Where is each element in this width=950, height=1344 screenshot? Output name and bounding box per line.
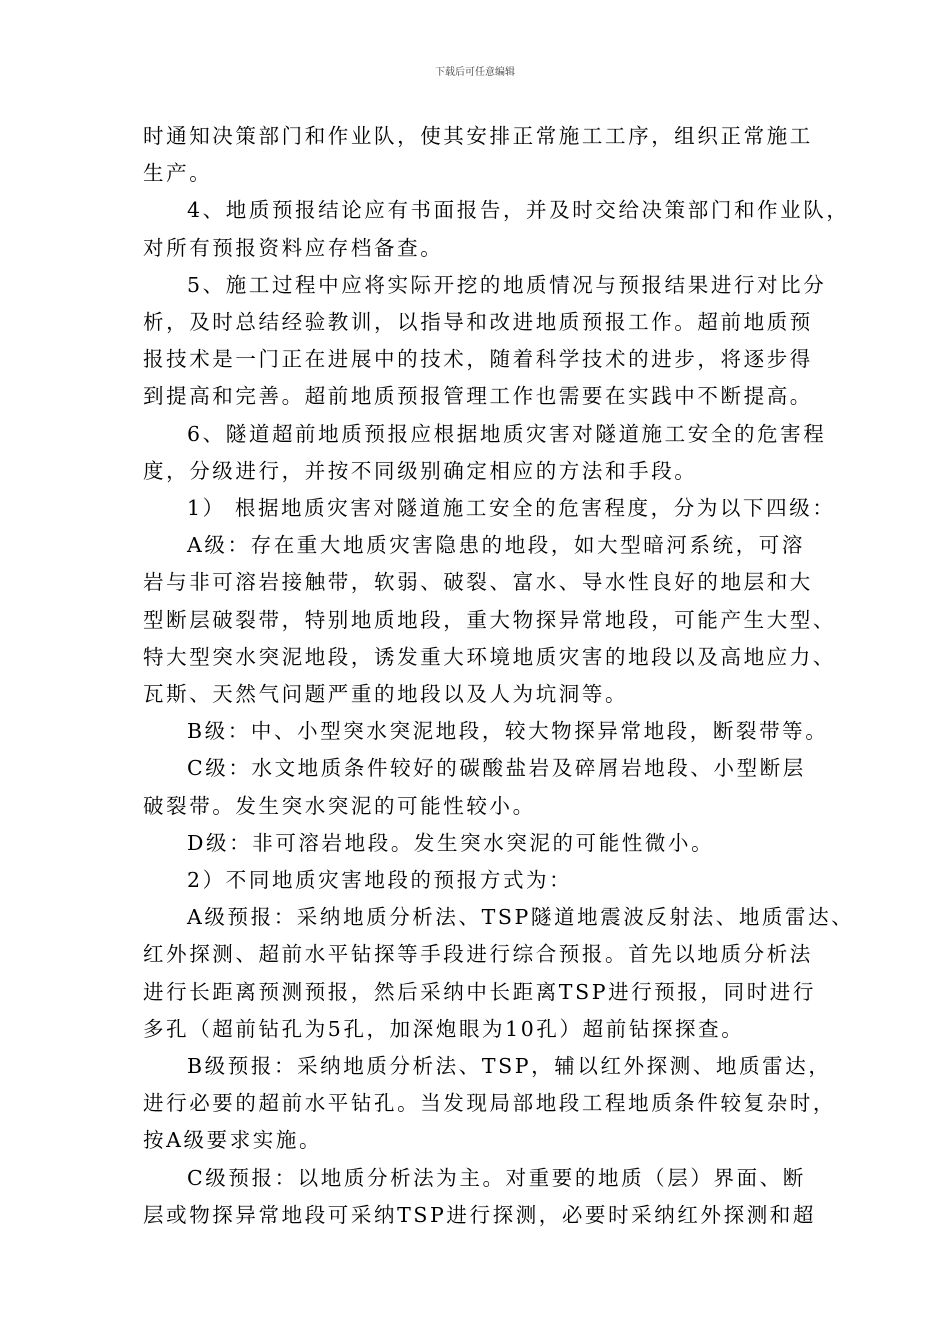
paragraph-level-b [143, 713, 829, 750]
paragraph-continued [143, 118, 813, 192]
paragraph-sub-1 [143, 490, 836, 527]
text-line: A级预报：采纳地质分析法、TSP隧道地震波反射法、地质雷达、 [187, 905, 855, 930]
text-line: 层或物探异常地段可采纳TSP进行探测，必要时采纳红外探测和超 [143, 1202, 817, 1227]
text-line: B级预报：采纳地质分析法、TSP，辅以红外探测、地质雷达， [187, 1054, 832, 1079]
text-line: A级：存在重大地质灾害隐患的地段，如大型暗河系统，可溶 [187, 533, 806, 558]
text-line: 1） 根据地质灾害对隧道施工安全的危害程度，分为以下四级： [187, 496, 836, 521]
paragraph-level-c [143, 750, 807, 824]
text-line: 对所有预报资料应存档备查。 [143, 235, 444, 260]
text-line: 按A级要求实施。 [143, 1128, 323, 1153]
text-line: 进行长距离预测预报，然后采纳中长距离TSP进行预报，同时进行 [143, 979, 817, 1004]
paragraph-forecast-c [143, 1160, 817, 1234]
text-line: 红外探测、超前水平钻探等手段进行综合预报。首先以地质分析法 [143, 942, 813, 967]
text-line: 2）不同地质灾害地段的预报方式为： [187, 868, 573, 893]
text-line: 时通知决策部门和作业队，使其安排正常施工工序，组织正常施工 [143, 124, 813, 148]
paragraph-sub-2 [143, 862, 807, 899]
text-line: 5、施工过程中应将实际开挖的地质情况与预报结果进行对比分 [187, 272, 827, 297]
paragraph-level-d [143, 825, 807, 862]
paragraph-item-5 [143, 267, 827, 416]
paragraph-forecast-b [143, 1048, 836, 1160]
text-line: 特大型突水突泥地段，诱发重大环境地质灾害的地段以及高地应力、 [143, 644, 836, 669]
paragraph-item-4 [143, 192, 850, 266]
text-line: B级：中、小型突水突泥地段，较大物探异常地段，断裂带等。 [187, 719, 829, 744]
text-line: 析，及时总结经验教训，以指导和改进地质预报工作。超前地质预 [143, 310, 813, 335]
text-line: 岩与非可溶岩接触带，软弱、破裂、富水、导水性良好的地层和大 [143, 570, 813, 595]
text-line: C级预报：以地质分析法为主。对重要的地质（层）界面、断 [187, 1165, 806, 1190]
paragraph-level-a [143, 527, 836, 713]
text-line: 度，分级进行，并按不同级别确定相应的方法和手段。 [143, 458, 698, 483]
document-body [143, 118, 855, 1234]
text-line: 多孔（超前钻孔为5孔，加深炮眼为10孔）超前钻探探查。 [143, 1016, 745, 1041]
text-line: 报技术是一门正在进展中的技术，随着科学技术的进步，将逐步得 [143, 347, 813, 372]
text-line: 到提高和完善。超前地质预报管理工作也需要在实践中不断提高。 [143, 384, 813, 409]
text-line: 破裂带。发生突水突泥的可能性较小。 [143, 793, 536, 818]
paragraph-item-6 [143, 416, 827, 490]
text-line: 瓦斯、天然气问题严重的地段以及人为坑洞等。 [143, 682, 629, 707]
paragraph-forecast-a [143, 899, 855, 1048]
text-line: D级：非可溶岩地段。发生突水突泥的可能性微小。 [187, 830, 715, 855]
text-line: 型断层破裂带，特别地质地段，重大物探异常地段，可能产生大型、 [143, 607, 836, 632]
page-header-note: 下载后可任意编辑 [435, 67, 515, 78]
text-line: C级：水文地质条件较好的碳酸盐岩及碎屑岩地段、小型断层 [187, 756, 806, 781]
text-line: 4、地质预报结论应有书面报告，并及时交给决策部门和作业队， [187, 198, 850, 223]
text-line: 进行必要的超前水平钻孔。当发现局部地段工程地质条件较复杂时， [143, 1091, 836, 1116]
text-line: 6、隧道超前地质预报应根据地质灾害对隧道施工安全的危害程 [187, 421, 827, 446]
text-line: 生产。 [143, 161, 213, 186]
